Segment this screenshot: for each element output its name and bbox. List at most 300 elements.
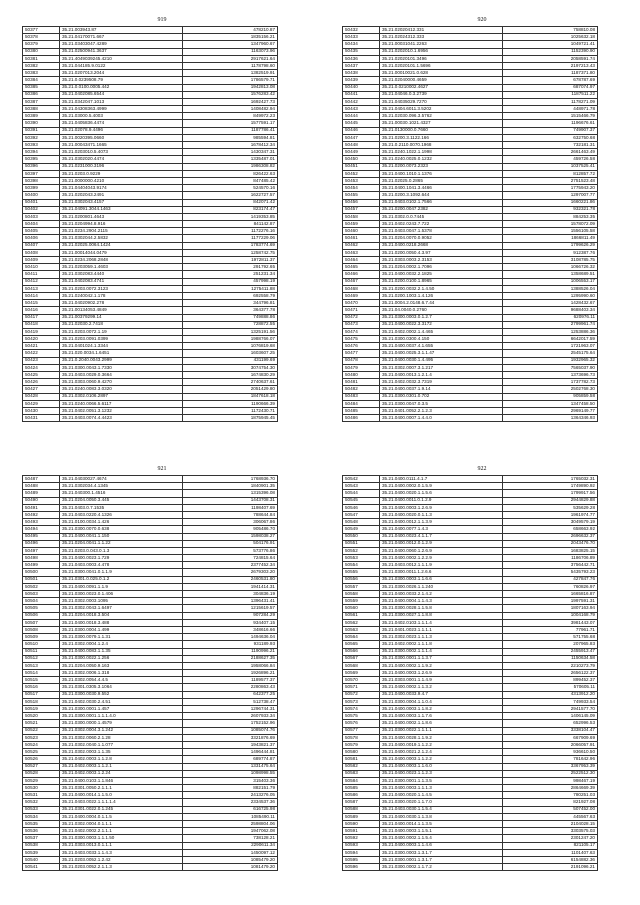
row-code-cell: 35.21.0402.0030.2.4.51 — [60, 698, 183, 705]
row-code-cell: 35.21.00043471.1665 — [60, 142, 183, 149]
row-id-cell: 50416 — [23, 307, 60, 314]
row-amount-cell: 1004168.79 — [503, 612, 598, 619]
row-amount-cell: 1172276.16 — [183, 228, 278, 235]
row-code-cell: 35.21.0400.0003.1.1.1.3 — [380, 785, 503, 792]
row-code-cell: 35.21.0400.0083.1.1.35 — [60, 648, 183, 655]
row-code-cell: 35.21.0400.0014.1.1.5.0 — [60, 792, 183, 799]
table-row — [23, 583, 278, 590]
row-amount-cell: 1037525.41 — [503, 163, 598, 170]
row-amount-cell: 1187371.80 — [503, 70, 598, 77]
row-id-cell: 50491 — [23, 504, 60, 511]
row-id-cell: 50476 — [343, 343, 380, 350]
table-row — [343, 526, 598, 533]
row-amount-cell: 1603607.25 — [183, 350, 278, 357]
row-id-cell: 50591 — [343, 828, 380, 835]
table-row — [23, 605, 278, 612]
row-amount-cell: 1382519.91 — [183, 70, 278, 77]
table-row — [343, 336, 598, 343]
row-amount-cell: 1783774.69 — [183, 242, 278, 249]
row-amount-cell: 841142.87 — [183, 221, 278, 228]
row-code-cell: 35.21.0403.0003.4.478 — [60, 562, 183, 569]
row-id-cell: 50527 — [23, 763, 60, 770]
row-code-cell: 35.21.0300.0000.1.4579 — [60, 720, 183, 727]
row-amount-cell: 2191096.21 — [503, 864, 598, 871]
row-code-cell: 35.21.0302034.4.1345 — [60, 483, 183, 490]
row-id-cell: 50577 — [343, 727, 380, 734]
table-row — [343, 120, 598, 127]
row-id-cell: 50487 — [23, 476, 60, 483]
row-id-cell: 50501 — [23, 576, 60, 583]
row-amount-cell: 573776.86 — [183, 547, 278, 554]
row-code-cell: 35.21.03403047.4289 — [60, 41, 183, 48]
row-amount-cell: 849972.23 — [183, 113, 278, 120]
row-id-cell: 50400 — [23, 192, 60, 199]
row-code-cell: 35.21.0400.0020.1.1.5.6 — [380, 490, 503, 497]
row-id-cell: 50390 — [23, 120, 60, 127]
row-code-cell: 35.21.0400.0003.1.1.4.6 — [380, 842, 503, 849]
row-code-cell: 35.21.02020101.3496 — [380, 55, 503, 62]
row-code-cell: 35.21.00031041.2263 — [380, 41, 503, 48]
table-row — [23, 856, 278, 863]
row-amount-cell: 1799626.29 — [503, 242, 598, 249]
row-code-cell: 35.21.0401.0023.1.1.1.1 — [380, 626, 503, 633]
row-id-cell: 50561 — [343, 612, 380, 619]
row-code-cell: 35.21.0400.0037.1.9.14 — [380, 386, 503, 393]
table-row — [343, 569, 598, 576]
row-code-cell: 35.21.0400.0025.3.1.1.47 — [380, 350, 503, 357]
row-amount-cell: 571755.68 — [503, 634, 598, 641]
row-amount-cell: 1835156.21 — [183, 34, 278, 41]
row-code-cell: 35.21.0020395.0660 — [60, 134, 183, 141]
row-id-cell: 50406 — [23, 235, 60, 242]
row-amount-cell: 1295990.60 — [503, 292, 598, 299]
row-amount-cell: 448971.78 — [503, 106, 598, 113]
table-row — [343, 213, 598, 220]
row-code-cell: 35.21.0300.0004.1.499 — [60, 626, 183, 633]
row-code-cell: 35.21.0403.0022.1.1.1.1.4 — [60, 799, 183, 806]
table-row — [343, 763, 598, 770]
row-code-cell: 35.21.0300.0001.1.1.3.5 — [380, 777, 503, 784]
row-amount-cell: 3108785.75 — [503, 257, 598, 264]
row-code-cell: 35.21.0200.0032.2.1.4.50 — [380, 285, 503, 292]
row-id-cell: 50497 — [23, 547, 60, 554]
table-row — [343, 228, 598, 235]
table-row — [343, 285, 598, 292]
row-amount-cell: 306067.86 — [183, 519, 278, 526]
row-code-cell: 35.21.0202043.2491 — [60, 192, 183, 199]
row-code-cell: 35.21.0400.0014.1.1.3.5 — [380, 821, 503, 828]
table-row — [23, 626, 278, 633]
row-id-cell: 50490 — [23, 497, 60, 504]
table-row — [343, 177, 598, 184]
row-code-cell: 35.21.0303.0013.0.1.1.1 — [60, 842, 183, 849]
row-id-cell: 50432 — [343, 27, 380, 34]
row-code-cell: 35.21.0300.0043.1.7330 — [60, 364, 183, 371]
row-amount-cell: 652996.53 — [503, 720, 598, 727]
row-code-cell: 35.21.0400.0003.1.1.5.1 — [380, 828, 503, 835]
row-amount-cell: 427847.76 — [503, 576, 598, 583]
row-id-cell: 50567 — [343, 655, 380, 662]
row-amount-cell: 1335487.01 — [183, 156, 278, 163]
row-code-cell: 35.21.0300.0002.1.1.1.4 — [380, 648, 503, 655]
row-id-cell: 50464 — [343, 257, 380, 264]
row-id-cell: 50410 — [23, 264, 60, 271]
row-code-cell: 35.21.02020412.331 — [380, 27, 503, 34]
row-amount-cell: 507452.00 — [503, 806, 598, 813]
row-amount-cell: 478210.87 — [183, 27, 278, 34]
row-id-cell: 50542 — [343, 476, 380, 483]
row-amount-cell: 760826.97 — [503, 583, 598, 590]
row-code-cell: 35.21.0200.0073.2323 — [380, 163, 503, 170]
table-row — [23, 206, 278, 213]
row-id-cell: 50467 — [343, 278, 380, 285]
row-amount-cell: 1494636.04 — [183, 634, 278, 641]
row-code-cell: 35.21.04030027.4674 — [60, 476, 183, 483]
row-code-cell: 35.21.0303.0001.1.1.4.9 — [380, 677, 503, 684]
row-id-cell: 50396 — [23, 163, 60, 170]
table-row — [23, 677, 278, 684]
row-id-cell: 50468 — [343, 285, 380, 292]
table-row — [343, 364, 598, 371]
table-row — [23, 864, 278, 871]
table-row — [23, 641, 278, 648]
row-amount-cell: 749933.54 — [503, 698, 598, 705]
table-row — [343, 734, 598, 741]
row-id-cell: 50460 — [343, 228, 380, 235]
table-row — [343, 821, 598, 828]
row-amount-cell: 2751523.48 — [503, 177, 598, 184]
table-row — [23, 185, 278, 192]
row-id-cell: 50397 — [23, 170, 60, 177]
row-code-cell: 35.21.0400.0091.1.1.9 — [60, 583, 183, 590]
row-amount-cell: 1189577.37 — [183, 677, 278, 684]
row-amount-cell: 781642.96 — [503, 756, 598, 763]
table-row — [23, 285, 278, 292]
row-code-cell: 35.21.0202010.1.6956 — [380, 48, 503, 55]
table-row — [23, 670, 278, 677]
table-row — [343, 785, 598, 792]
table-row — [23, 799, 278, 806]
row-id-cell: 50541 — [23, 864, 60, 871]
table-row — [343, 864, 598, 871]
row-amount-cell: 2607933.34 — [183, 713, 278, 720]
table-row — [23, 655, 278, 662]
row-code-cell: 35.21.0302.0003.1.1.35 — [60, 749, 183, 756]
table-row — [343, 720, 598, 727]
row-id-cell: 50590 — [343, 821, 380, 828]
row-amount-cell: 457998.19 — [183, 278, 278, 285]
row-id-cell: 50500 — [23, 569, 60, 576]
row-code-cell: 35.21.0405836.4474 — [60, 120, 183, 127]
row-id-cell: 50439 — [343, 77, 380, 84]
row-amount-cell: 3338104.47 — [503, 727, 598, 734]
row-id-cell: 50573 — [343, 698, 380, 705]
table-row — [343, 278, 598, 285]
row-id-cell: 50555 — [343, 569, 380, 576]
row-amount-cell: 826422.63 — [183, 170, 278, 177]
row-id-cell: 50488 — [23, 483, 60, 490]
row-id-cell: 50582 — [343, 763, 380, 770]
row-amount-cell: 1373696.73 — [503, 372, 598, 379]
row-id-cell: 50429 — [23, 400, 60, 407]
row-amount-cell: 1358689.51 — [503, 271, 598, 278]
row-id-cell: 50414 — [23, 292, 60, 299]
row-amount-cell: 1576283.42 — [183, 91, 278, 98]
row-code-cell: 35.21.003943.87 — [60, 27, 183, 34]
row-id-cell: 50473 — [343, 321, 380, 328]
row-amount-cell: 2455913.47 — [503, 648, 598, 655]
row-amount-cell: 1190666.39 — [183, 400, 278, 407]
row-id-cell: 50454 — [343, 185, 380, 192]
table-row — [343, 576, 598, 583]
row-amount-cell: 821927.08 — [503, 799, 598, 806]
row-amount-cell: 3303575.03 — [503, 828, 598, 835]
row-code-cell: 35.21.020.0034.1.6451 — [60, 350, 183, 357]
ledger-table — [22, 26, 278, 422]
row-code-cell: 35.21.0400.0003.1.1.6.0 — [380, 763, 503, 770]
row-amount-cell: 77961.71 — [503, 626, 598, 633]
row-id-cell: 50378 — [23, 34, 60, 41]
row-amount-cell: 2460531.80 — [183, 576, 278, 583]
row-amount-cell: 1692427.73 — [183, 98, 278, 105]
table-row — [23, 828, 278, 835]
row-amount-cell: 504176.91 — [183, 540, 278, 547]
table-row — [23, 720, 278, 727]
table-row — [23, 519, 278, 526]
table-row — [343, 583, 598, 590]
table-row — [343, 271, 598, 278]
table-row — [23, 106, 278, 113]
table-row — [23, 149, 278, 156]
row-id-cell: 50484 — [343, 400, 380, 407]
row-amount-cell: 2969149.77 — [503, 407, 598, 414]
table-row — [343, 113, 598, 120]
row-code-cell: 35.21.0400.0030.1.4.495 — [380, 357, 503, 364]
row-id-cell: 50493 — [23, 519, 60, 526]
row-amount-cell: 1942813.08 — [183, 84, 278, 91]
row-amount-cell: 2280863.43 — [183, 684, 278, 691]
table-row — [343, 163, 598, 170]
table-row — [23, 756, 278, 763]
row-id-cell: 50386 — [23, 91, 60, 98]
table-row — [343, 483, 598, 490]
row-code-cell: 35.21.0300.0022.1.256 — [60, 655, 183, 662]
row-code-cell: 35.21.0302.0003.1095 — [60, 598, 183, 605]
row-code-cell: 35.21.0204.0050.3.445 — [60, 497, 183, 504]
row-id-cell: 50572 — [343, 691, 380, 698]
row-id-cell: 50560 — [343, 605, 380, 612]
row-code-cell: 35.21.0402.0002.2.1.1.1 — [60, 828, 183, 835]
row-id-cell: 50523 — [23, 734, 60, 741]
row-amount-cell: 842071.42 — [183, 199, 278, 206]
row-id-cell: 50481 — [343, 379, 380, 386]
row-id-cell: 50526 — [23, 756, 60, 763]
row-code-cell: 35.21.0403.0220.4.1326 — [60, 511, 183, 518]
row-id-cell: 50578 — [343, 734, 380, 741]
row-code-cell: 35.21.044185.9.0122 — [60, 62, 183, 69]
row-id-cell: 50575 — [343, 713, 380, 720]
table-row — [23, 379, 278, 386]
row-amount-cell: 2197213.43 — [503, 62, 598, 69]
table-row — [23, 134, 278, 141]
row-code-cell: 35.21.0400.0019.1.1.2.2 — [380, 741, 503, 748]
row-code-cell: 35.21.0300.0001.1.1.3.7 — [380, 655, 503, 662]
table-row — [343, 134, 598, 141]
row-amount-cell: 1660221.86 — [503, 199, 598, 206]
row-id-cell: 50444 — [343, 113, 380, 120]
row-amount-cell: 1775943.20 — [503, 185, 598, 192]
row-code-cell: 35.21.0200.0050.4.3.97 — [380, 249, 503, 256]
table-row — [23, 235, 278, 242]
row-amount-cell: 1749890.92 — [503, 483, 598, 490]
row-amount-cell: 1186706.89 — [503, 555, 598, 562]
row-amount-cell: 1678412.34 — [183, 142, 278, 149]
table-row — [343, 34, 598, 41]
row-id-cell: 50409 — [23, 257, 60, 264]
row-code-cell: 35.21.0302.0043.1.6497 — [60, 605, 183, 612]
row-id-cell: 50534 — [23, 813, 60, 820]
row-amount-cell: 2944829.88 — [503, 497, 598, 504]
row-amount-cell: 1961974.77 — [503, 511, 598, 518]
row-code-cell: 35.21.0400.0022.3.3172 — [380, 321, 503, 328]
row-id-cell: 50558 — [343, 591, 380, 598]
row-amount-cell: 1958066.84 — [183, 662, 278, 669]
row-amount-cell: 812857.72 — [503, 170, 598, 177]
table-row — [23, 662, 278, 669]
row-code-cell: 35.21.0300.0003.1.1.1.50 — [60, 835, 183, 842]
row-id-cell: 50418 — [23, 321, 60, 328]
row-id-cell: 50544 — [343, 490, 380, 497]
row-code-cell: 35.21.0200.0100.1.8965 — [380, 278, 503, 285]
row-id-cell: 50516 — [23, 684, 60, 691]
table-row — [343, 221, 598, 228]
row-id-cell: 50486 — [343, 415, 380, 422]
row-id-cell: 50525 — [23, 749, 60, 756]
row-code-cell: 35.21.0300.0001.1.3.1.7 — [380, 856, 503, 863]
row-code-cell: 35.21.4049039245.4210 — [60, 55, 183, 62]
table-row — [343, 612, 598, 619]
row-amount-cell: 2598804.06 — [183, 821, 278, 828]
row-amount-cell: 570605.11 — [503, 684, 598, 691]
row-amount-cell: 905859.58 — [503, 393, 598, 400]
row-id-cell: 50382 — [23, 62, 60, 69]
row-id-cell: 50472 — [343, 314, 380, 321]
table-row — [343, 343, 598, 350]
table-row — [23, 55, 278, 62]
row-id-cell: 50404 — [23, 221, 60, 228]
table-row — [23, 192, 278, 199]
table-row — [23, 490, 278, 497]
row-amount-cell: 1187511.22 — [503, 91, 598, 98]
row-amount-cell: 431199.69 — [183, 357, 278, 364]
row-amount-cell: 934407.15 — [183, 619, 278, 626]
row-amount-cell: 315403.36 — [183, 777, 278, 784]
table-row — [343, 27, 598, 34]
table-row — [343, 199, 598, 206]
row-code-cell: 35.21.0301.0022.0.1.245 — [60, 806, 183, 813]
row-amount-cell: 1258742.75 — [183, 249, 278, 256]
row-amount-cell: 1430347.31 — [183, 149, 278, 156]
table-row — [343, 127, 598, 134]
row-id-cell: 50482 — [343, 386, 380, 393]
row-amount-cell: 2502768.30 — [503, 386, 598, 393]
row-id-cell: 50533 — [23, 806, 60, 813]
row-id-cell: 50547 — [343, 511, 380, 518]
table-row — [343, 641, 598, 648]
row-id-cell: 50442 — [343, 98, 380, 105]
row-code-cell: 35.21.02025.0064.1424 — [60, 242, 183, 249]
row-code-cell: 35.21.0240.0066.5.6117 — [60, 400, 183, 407]
table-row — [343, 142, 598, 149]
table-row — [23, 307, 278, 314]
row-amount-cell: 1752152.96 — [183, 720, 278, 727]
row-id-cell: 50394 — [23, 149, 60, 156]
row-id-cell: 50538 — [23, 842, 60, 849]
row-id-cell: 50513 — [23, 662, 60, 669]
table-row — [23, 257, 278, 264]
page-920 — [332, 14, 632, 422]
table-row — [23, 734, 278, 741]
row-amount-cell: 1997591.31 — [503, 598, 598, 605]
table-row — [23, 634, 278, 641]
row-amount-cell: 821105.17 — [503, 842, 598, 849]
row-amount-cell: 1388526.04 — [503, 285, 598, 292]
row-code-cell: 35.21.03000.5.4003 — [60, 113, 183, 120]
table-row — [343, 292, 598, 299]
row-code-cell: 35.21.0400.0002.1.1.5.4 — [380, 835, 503, 842]
table-row — [343, 321, 598, 328]
row-amount-cell: 1066726.32 — [503, 264, 598, 271]
row-id-cell: 50434 — [343, 41, 380, 48]
row-code-cell: 35.21.0400.0023.1.729 — [60, 555, 183, 562]
row-code-cell: 35.21.0403.0102.1.7566 — [380, 199, 503, 206]
row-id-cell: 50518 — [23, 698, 60, 705]
table-row — [23, 62, 278, 69]
table-row — [343, 350, 598, 357]
row-code-cell: 35.21.0402.0051.3.1232 — [60, 407, 183, 414]
row-code-cell: 35.21.0300.0001.1.457 — [60, 706, 183, 713]
row-code-cell: 35.21.0400.0003.1.1.8.2 — [380, 706, 503, 713]
row-id-cell: 50556 — [343, 576, 380, 583]
row-id-cell: 50512 — [23, 655, 60, 662]
table-row — [23, 328, 278, 335]
row-code-cell: 35.21.04.0040.0.2760 — [380, 307, 503, 314]
row-amount-cell: 207965.83 — [503, 641, 598, 648]
row-code-cell: 35.21.04020902.278 — [60, 300, 183, 307]
table-row — [23, 749, 278, 756]
row-code-cell: 35.21.0400.0003.1.1.7.6 — [380, 713, 503, 720]
table-row — [343, 713, 598, 720]
row-amount-cell: 2301247.20 — [503, 835, 598, 842]
row-id-cell: 50441 — [343, 91, 380, 98]
table-row — [23, 526, 278, 533]
row-id-cell: 50584 — [343, 777, 380, 784]
row-code-cell: 35.21.0400.0103.1.1.846 — [60, 777, 183, 784]
row-id-cell: 50564 — [343, 634, 380, 641]
table-row — [343, 540, 598, 547]
row-amount-cell: 1807163.94 — [503, 605, 598, 612]
row-code-cell: 35.21.0400.0037.4.1.655 — [380, 343, 503, 350]
row-id-cell: 50431 — [23, 415, 60, 422]
row-code-cell: 35.21.00010021.0.628 — [380, 70, 503, 77]
row-id-cell: 50463 — [343, 249, 380, 256]
row-code-cell: 35.21.0302.0004.3.1.242 — [60, 727, 183, 734]
table-row — [23, 156, 278, 163]
row-amount-cell: 1296744.31 — [183, 706, 278, 713]
row-code-cell: 35.21.0203.0052.2.1.1.3 — [60, 864, 183, 871]
table-row — [343, 497, 598, 504]
row-amount-cell: 2740637.61 — [183, 379, 278, 386]
